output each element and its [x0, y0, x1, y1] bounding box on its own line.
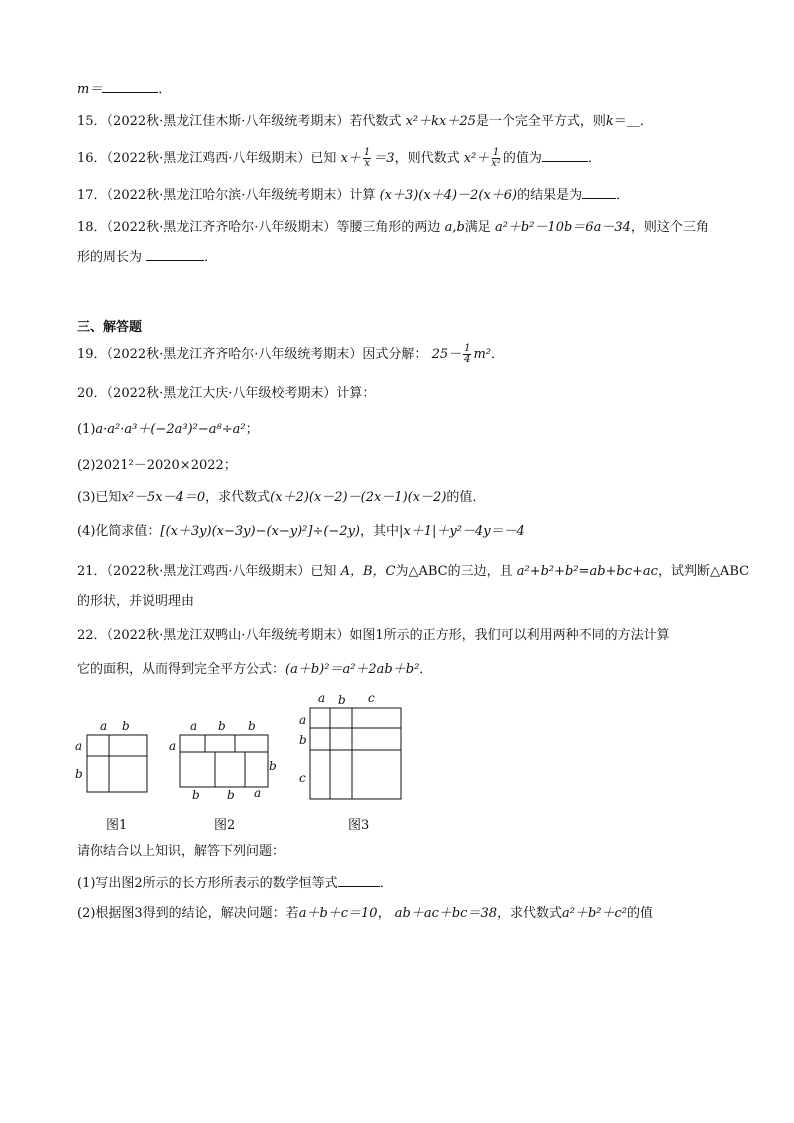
answer-blank[interactable]: [146, 248, 204, 261]
answer-blank[interactable]: [542, 149, 588, 162]
question-21: 21．（2022秋·黑龙江鸡西·八年级期末）已知 A，B，C为△ABC的三边，且 a²+b²+b²=ab+bc+ac，试判断△ABC: [77, 564, 750, 579]
question-22-line2: 它的面积，从而得到完全平方公式：(a＋b)²＝a²＋2ab＋b²．: [77, 662, 433, 677]
question-20-part2: (2)2021²－2020×2022；: [77, 458, 237, 473]
svg-text:b: b: [227, 788, 235, 802]
question-22-part2: (2)根据图3得到的结论，解决问题：若a＋b＋c＝10， ab＋ac＋bc＝38，求代数式a²＋b²＋c²的值: [77, 906, 654, 921]
question-20-part4: (4)化简求值：[(x＋3y)(x−3y)−(x−y)²]÷(−2y)，其中|x＋1|＋y²－4y＝－4: [77, 524, 525, 539]
fig1-label-a-top: a: [100, 719, 108, 733]
question-20-part3: (3)已知x²－5x－4＝0，求代数式(x＋2)(x－2)－(2x－1)(x－2)的值．: [77, 490, 486, 505]
question-18-line2: 形的周长为 ．: [77, 250, 218, 265]
answer-blank[interactable]: [338, 874, 380, 887]
svg-text:b: b: [248, 719, 256, 733]
question-21-line2: 的形状，并说明理由: [77, 594, 195, 609]
figures: [70, 686, 420, 831]
math-expr: x＋ $\frac{1}{x}$ ＝3: [340, 147, 395, 169]
svg-text:b: b: [192, 788, 200, 802]
fig3-square: [310, 708, 401, 799]
question-19: 19．（2022秋·黑龙江齐齐哈尔·八年级统考期末）因式分解： 25－ $\frac{1}{4}$ m²．: [77, 343, 505, 365]
question-20: 20．（2022秋·黑龙江大庆·八年级校考期末）计算：: [77, 386, 376, 401]
svg-text:a: a: [190, 719, 198, 733]
fig2-rect: [180, 735, 268, 787]
question-17: 17．（2022秋·黑龙江哈尔滨·八年级统考期末）计算 (x＋3)(x＋4)－2(x＋6)的结果是为 ．: [77, 188, 630, 203]
svg-text:b: b: [218, 719, 226, 733]
fig1-caption: 图1: [106, 818, 128, 833]
fig3-caption: 图3: [348, 818, 370, 833]
question-22: 22．（2022秋·黑龙江双鸭山·八年级统考期末）如图1所示的正方形，我们可以利用两种不同的方法计算: [77, 628, 670, 643]
question-15: 15．（2022秋·黑龙江佳木斯·八年级统考期末）若代数式 x²＋kx＋25是一个完全平方式，则k＝＿．: [77, 114, 653, 129]
section-title: 三、解答题: [77, 320, 143, 335]
svg-text:b: b: [269, 759, 277, 773]
svg-text:c: c: [299, 771, 306, 785]
math-expr: a·a²·a³＋(−2a³)²−a⁸÷a²: [95, 422, 246, 437]
svg-text:a: a: [318, 691, 326, 705]
fig1-square: [87, 735, 147, 792]
question-22-part1: (1)写出图2所示的长方形所表示的数学恒等式 ．: [77, 876, 393, 891]
question-22-intro: 请你结合以上知识，解答下列问题：: [77, 844, 286, 859]
fig1-label-b-top: b: [122, 719, 130, 733]
question-16: 16．（2022秋·黑龙江鸡西·八年级期末）已知 x＋ $\frac{1}{x}$ ＝3，则代数式 x²＋ $\frac{1}{\text{x²}}$ 的值为 ．: [77, 147, 601, 169]
svg-text:a: a: [169, 739, 177, 753]
svg-text:c: c: [368, 691, 375, 705]
svg-text:a: a: [299, 713, 307, 727]
question-18: 18．（2022秋·黑龙江齐齐哈尔·八年级期末）等腰三角形的两边 a,b满足 a²＋b²－10b＝6a－34，则这个三角: [77, 220, 709, 235]
question-20-part1: (1)a·a²·a³＋(−2a³)²−a⁸÷a²；: [77, 422, 259, 437]
answer-blank[interactable]: [582, 186, 616, 199]
q14-answer-line: m＝ ．: [77, 82, 172, 97]
fig2-caption: 图2: [214, 818, 236, 833]
fig1-label-b-left: b: [75, 767, 83, 781]
math-expr: x²＋ $\frac{1}{\text{x²}}$: [463, 147, 501, 169]
svg-text:b: b: [299, 733, 307, 747]
answer-blank[interactable]: [102, 80, 158, 93]
svg-text:a: a: [254, 786, 262, 800]
svg-text:b: b: [338, 693, 346, 707]
fig1-label-a-left: a: [75, 739, 83, 753]
math-expr: 25－ $\frac{1}{4}$ m²: [431, 343, 492, 365]
math-expr: [(x＋3y)(x−3y)−(x−y)²]÷(−2y): [160, 524, 360, 539]
